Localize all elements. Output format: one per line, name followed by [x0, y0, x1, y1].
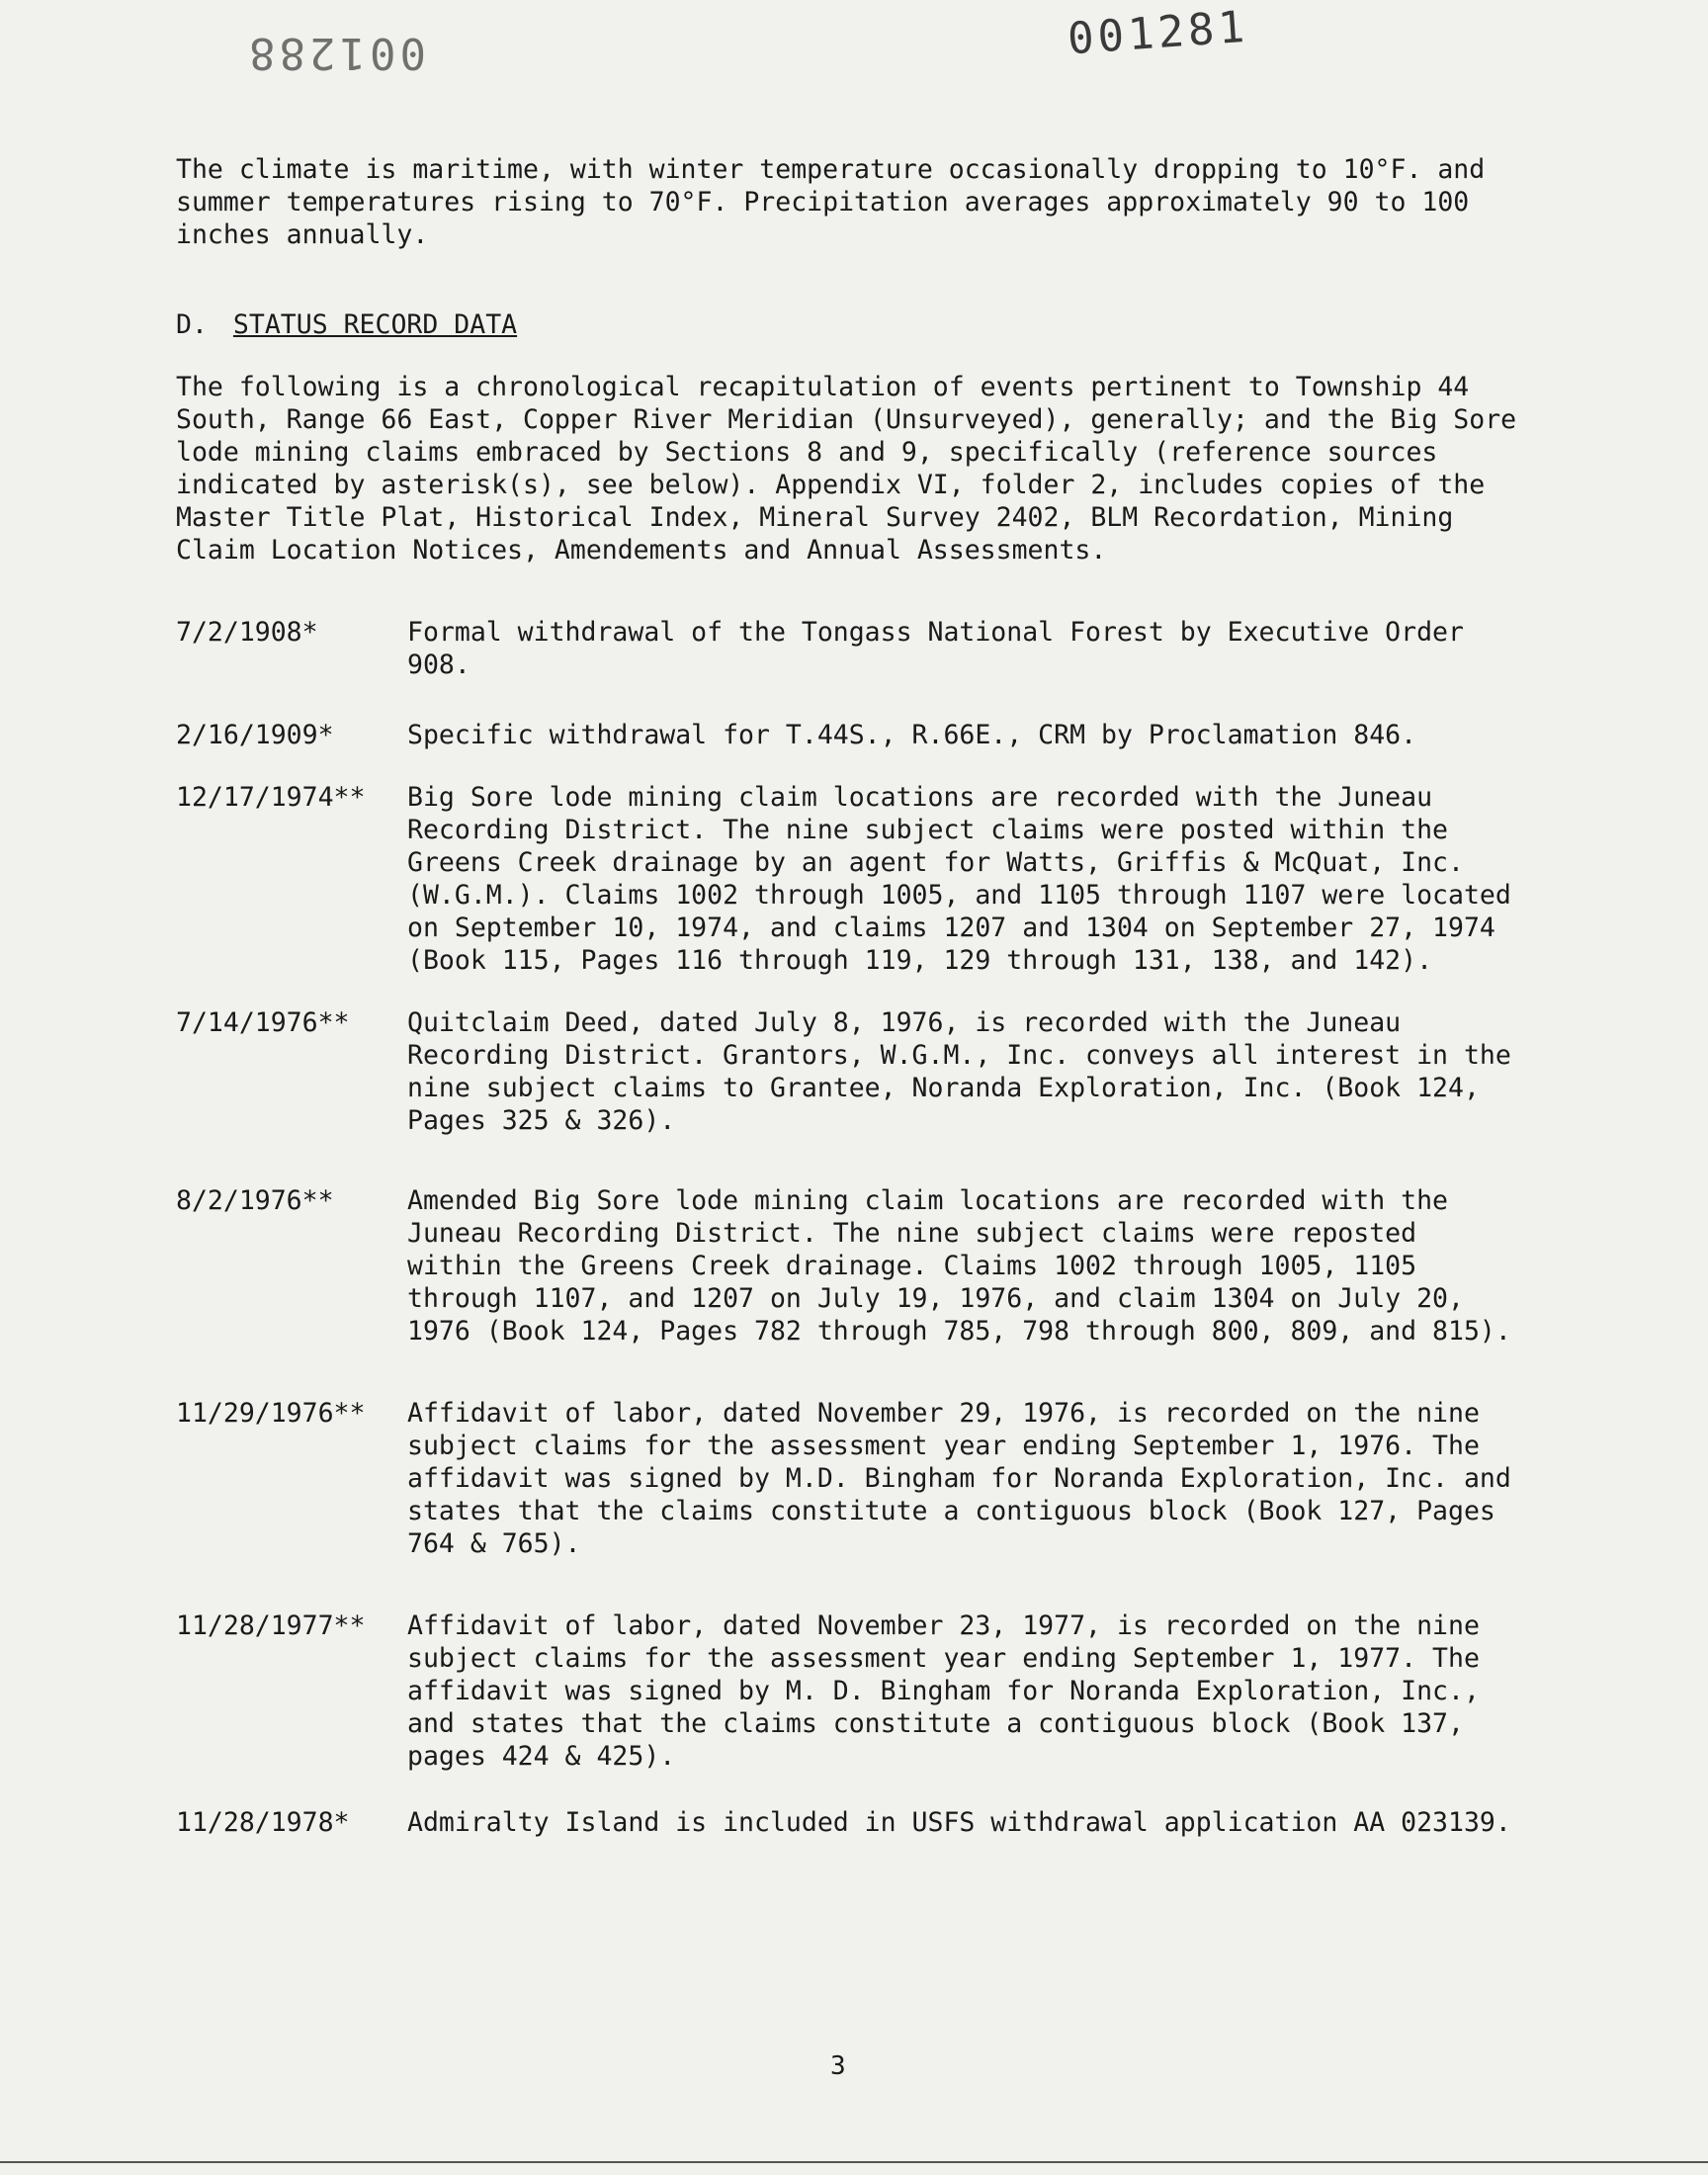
chronology-entry — [176, 1806, 1520, 1839]
entry-date: 11/28/1978* — [176, 1807, 350, 1838]
chronology-entry — [176, 1610, 1520, 1773]
section-letter: D. — [176, 309, 208, 340]
chronology-entry — [176, 781, 1520, 977]
page-bottom-edge — [0, 2161, 1708, 2163]
chronology-entry — [176, 616, 1520, 681]
entry-text: Formal withdrawal of the Tongass National Forest by Executive Order 908. — [407, 617, 1464, 680]
entry-text: Affidavit of labor, dated November 29, 1976, is recorded on the nine subject claims for the assessment year ending September 1, 1976. The affidavit was signed by M.D. Bingham for Noranda Exploration, Inc. and states that the claims constitute a contiguous block (Book 127, Pages 764 & 765). — [407, 1398, 1511, 1559]
document-stamp-right: 001281 — [1066, 1, 1250, 65]
entry-text: Amended Big Sore lode mining claim locations are recorded with the Juneau Recording District. The nine subject claims were reposted within the Greens Creek drainage. Claims 1002 through 1005, 1105 through 1107, and 1207 on July 19, 1976, and claim 1304 on July 20, 1976 (Book 124, Pages 782 through 785, 798 through 800, 809, and 815). — [407, 1185, 1511, 1347]
entry-date: 11/29/1976** — [176, 1398, 366, 1429]
entry-date: 8/2/1976** — [176, 1185, 334, 1216]
entry-date: 7/14/1976** — [176, 1007, 350, 1038]
entry-date: 12/17/1974** — [176, 782, 366, 813]
entry-text: Specific withdrawal for T.44S., R.66E., CRM by Proclamation 846. — [407, 720, 1417, 750]
document-stamp-left: 001288 — [245, 28, 426, 78]
entry-date: 2/16/1909* — [176, 720, 334, 750]
page-number: 3 — [830, 2051, 846, 2081]
document-body — [176, 153, 1520, 1839]
entry-date: 11/28/1977** — [176, 1610, 366, 1641]
intro-paragraph: The following is a chronological recapitulation of events pertinent to Township 44 South, Range 66 East, Copper River Meridian (Unsurveyed), generally; and the Big Sore lode mining claims embraced by Sections 8 and 9, specifically (reference sources indicated by asterisk(s), see below). Appendix VI, folder 2, includes copies of the Master Title Plat, Historical Index, Mineral Survey 2402, BLM Recordation, Mining Claim Location Notices, Amendements and Annual Assessments. — [176, 372, 1517, 566]
entry-text: Admiralty Island is included in USFS withdrawal application AA 023139. — [407, 1807, 1511, 1838]
chronology-entry — [176, 1006, 1520, 1137]
section-title: STATUS RECORD DATA — [232, 309, 518, 340]
entry-date: 7/2/1908* — [176, 617, 318, 648]
climate-paragraph: The climate is maritime, with winter temperature occasionally dropping to 10°F. and summer temperatures rising to 70°F. Precipitation averages approximately 90 to 100 inches annually. — [176, 154, 1486, 250]
chronology-entry — [176, 1397, 1520, 1560]
entry-text: Quitclaim Deed, dated July 8, 1976, is recorded with the Juneau Recording District. Grantors, W.G.M., Inc. conveys all interest in the nine subject claims to Grantee, Noranda Exploration, Inc. (Book 124, Pages 325 & 326). — [407, 1007, 1511, 1136]
entry-text: Affidavit of labor, dated November 23, 1977, is recorded on the nine subject claims for the assessment year ending September 1, 1977. The affidavit was signed by M. D. Bingham for Noranda Exploration, Inc., and states that the claims constitute a contiguous block (Book 137, pages 424 & 425). — [407, 1610, 1480, 1772]
chronology-entry — [176, 719, 1520, 751]
chronology-entry — [176, 1184, 1520, 1348]
section-heading — [176, 308, 1520, 341]
entry-text: Big Sore lode mining claim locations are recorded with the Juneau Recording District. The nine subject claims were posted within the Greens Creek drainage by an agent for Watts, Griffis & McQuat, Inc. (W.G.M.). Claims 1002 through 1005, and 1105 through 1107 were located on September 10, 1974, and claims 1207 and 1304 on September 27, 1974 (Book 115, Pages 116 through 119, 129 through 131, 138, and 142). — [407, 782, 1511, 976]
